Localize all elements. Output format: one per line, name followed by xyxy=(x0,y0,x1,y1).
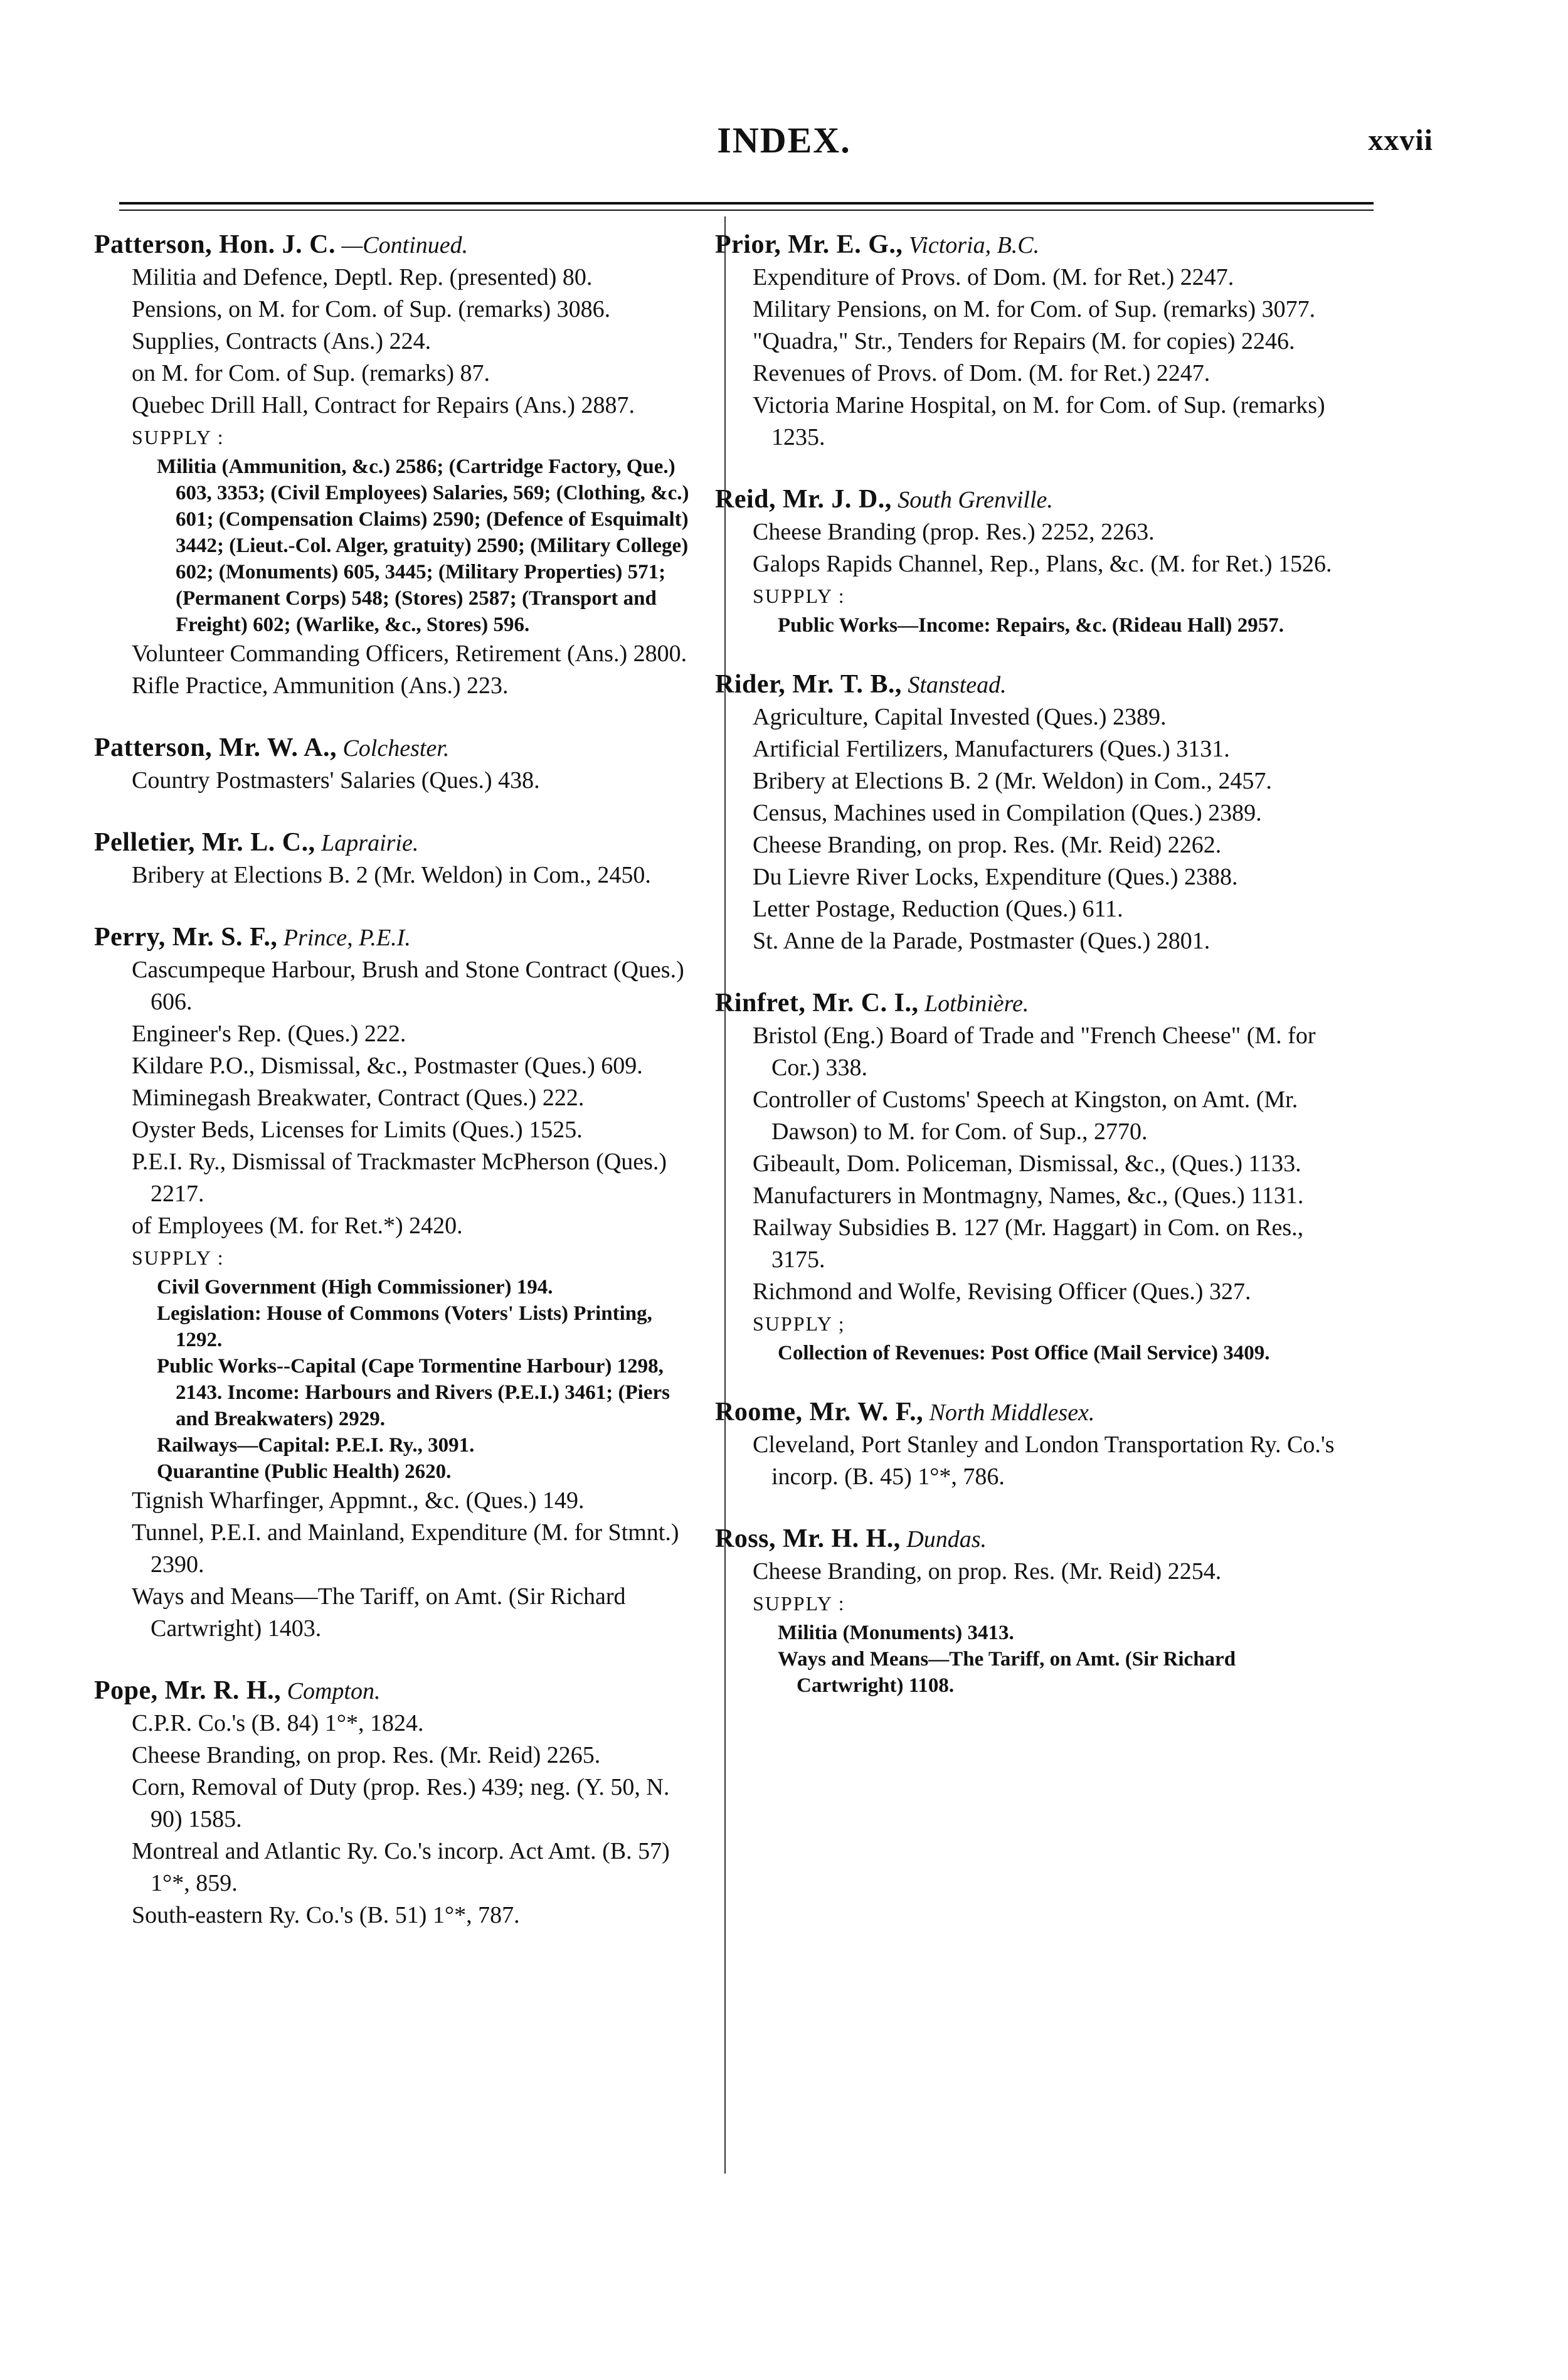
supply-label: SUPPLY ; xyxy=(753,1312,845,1335)
index-line: Miminegash Breakwater, Contract (Ques.) 222. xyxy=(132,1085,585,1111)
constituency: —Continued. xyxy=(341,232,469,258)
index-line: Victoria Marine Hospital, on M. for Com. of Sup. (remarks) 1235. xyxy=(753,392,1325,450)
index-entry xyxy=(715,484,1342,639)
index-line: Expenditure of Provs. of Dom. (M. for Ret.) 2247. xyxy=(753,264,1234,290)
index-line: Du Lievre River Locks, Expenditure (Ques.) 2388. xyxy=(753,864,1238,890)
supply-line: Ways and Means—The Tariff, on Amt. (Sir Richard Cartwright) 1108. xyxy=(778,1648,1236,1697)
supply-label: SUPPLY : xyxy=(132,1246,225,1269)
supply-line: Railways—Capital: P.E.I. Ry., 3091. xyxy=(157,1434,475,1457)
supply-line: Legislation: House of Commons (Voters' Lists) Printing, 1292. xyxy=(157,1302,652,1351)
index-line: P.E.I. Ry., Dismissal of Trackmaster McPherson (Ques.) 2217. xyxy=(132,1149,667,1207)
member-name: Prior, Mr. E. G., xyxy=(715,230,903,259)
entry-heading xyxy=(94,1675,699,1708)
index-line: on M. for Com. of Sup. (remarks) 87. xyxy=(132,360,490,386)
index-line: St. Anne de la Parade, Postmaster (Ques.) 2801. xyxy=(753,928,1210,954)
left-column xyxy=(94,216,699,1962)
index-entry xyxy=(715,987,1342,1366)
constituency: Lotbinière. xyxy=(924,991,1029,1017)
constituency: Victoria, B.C. xyxy=(908,232,1040,258)
index-line: Bribery at Elections B. 2 (Mr. Weldon) in Com., 2450. xyxy=(132,862,651,888)
index-line: Volunteer Commanding Officers, Retirement (Ans.) 2800. xyxy=(132,640,687,667)
index-entry xyxy=(94,827,699,891)
index-line: Corn, Removal of Duty (prop. Res.) 439; neg. (Y. 50, N. 90) 1585. xyxy=(132,1774,670,1832)
member-name: Roome, Mr. W. F., xyxy=(715,1398,924,1426)
index-line: C.P.R. Co.'s (B. 84) 1°*, 1824. xyxy=(132,1710,424,1736)
index-line: Manufacturers in Montmagny, Names, &c., (Ques.) 1131. xyxy=(753,1182,1304,1209)
index-line: Revenues of Provs. of Dom. (M. for Ret.) 2247. xyxy=(753,360,1210,386)
member-name: Rider, Mr. T. B., xyxy=(715,670,902,699)
supply-line: Civil Government (High Commissioner) 194. xyxy=(157,1276,553,1299)
member-name: Patterson, Hon. J. C. xyxy=(94,230,336,259)
index-line: Pensions, on M. for Com. of Sup. (remarks) 3086. xyxy=(132,296,611,322)
index-line: Kildare P.O., Dismissal, &c., Postmaster (Ques.) 609. xyxy=(132,1053,643,1079)
index-line: South-eastern Ry. Co.'s (B. 51) 1°*, 787. xyxy=(132,1902,520,1928)
supply-label: SUPPLY : xyxy=(753,585,845,607)
constituency: South Grenville. xyxy=(898,487,1053,513)
index-line: "Quadra," Str., Tenders for Repairs (M. for copies) 2246. xyxy=(753,328,1295,354)
entry-heading xyxy=(94,922,699,954)
constituency: Laprairie. xyxy=(321,830,419,856)
entry-heading xyxy=(94,827,699,859)
index-line: Gibeault, Dom. Policeman, Dismissal, &c., (Ques.) 1133. xyxy=(753,1150,1301,1177)
header-rule xyxy=(119,202,1374,205)
entry-heading xyxy=(715,987,1342,1020)
supply-line: Militia (Monuments) 3413. xyxy=(778,1622,1014,1644)
index-line: Country Postmasters' Salaries (Ques.) 438. xyxy=(132,767,540,794)
index-line: Montreal and Atlantic Ry. Co.'s incorp. Act Amt. (B. 57) 1°*, 859. xyxy=(132,1838,670,1896)
supply-line: Public Works--Capital (Cape Tormentine Harbour) 1298, 2143. Income: Harbours and Rivers (P.E.I.) 3461; (Piers and Breakwaters) 2929. xyxy=(157,1355,670,1430)
entry-heading xyxy=(715,1396,1342,1429)
entry-heading xyxy=(94,732,699,765)
entry-heading xyxy=(715,669,1342,701)
member-name: Pelletier, Mr. L. C., xyxy=(94,828,315,857)
member-name: Patterson, Mr. W. A., xyxy=(94,733,337,762)
supply-line: Collection of Revenues: Post Office (Mail Service) 3409. xyxy=(778,1342,1270,1364)
supply-line: Quarantine (Public Health) 2620. xyxy=(157,1460,452,1483)
index-line: Richmond and Wolfe, Revising Officer (Ques.) 327. xyxy=(753,1278,1251,1305)
index-line: Rifle Practice, Ammunition (Ans.) 223. xyxy=(132,672,509,699)
constituency: North Middlesex. xyxy=(929,1400,1095,1426)
member-name: Reid, Mr. J. D., xyxy=(715,485,892,514)
member-name: Pope, Mr. R. H., xyxy=(94,1676,282,1705)
entry-heading xyxy=(94,229,699,262)
index-line: Galops Rapids Channel, Rep., Plans, &c. (M. for Ret.) 1526. xyxy=(753,551,1332,577)
index-entry xyxy=(715,669,1342,957)
constituency: Colchester. xyxy=(342,735,450,762)
index-entry xyxy=(715,229,1342,454)
member-name: Ross, Mr. H. H., xyxy=(715,1524,901,1553)
right-column xyxy=(715,216,1342,1729)
member-name: Rinfret, Mr. C. I., xyxy=(715,989,919,1017)
supply-line: Militia (Ammunition, &c.) 2586; (Cartridge Factory, Que.) 603, 3353; (Civil Employees) Salaries, 569; (Clothing, &c.) 601; (Compensation Claims) 2590; (Defence of Esquimalt) 3442; (Lieut.-Col. Alger, gratuity) 2590; (Military College) 602; (Monuments) 605, 3445; (Military Properties) 571; (Permanent Corps) 548; (Stores) 2587; (Transport and Freight) 602; (Warlike, &c., Stores) 596. xyxy=(157,455,689,636)
entry-heading xyxy=(715,484,1342,516)
member-name: Perry, Mr. S. F., xyxy=(94,923,278,952)
index-line: Cheese Branding (prop. Res.) 2252, 2263. xyxy=(753,519,1155,545)
index-line: Supplies, Contracts (Ans.) 224. xyxy=(132,328,432,354)
index-line: Engineer's Rep. (Ques.) 222. xyxy=(132,1021,406,1047)
page-title: INDEX. xyxy=(717,120,851,161)
supply-line: Public Works—Income: Repairs, &c. (Rideau Hall) 2957. xyxy=(778,614,1284,637)
header-rule-thin xyxy=(119,210,1374,211)
constituency: Prince, P.E.I. xyxy=(283,925,411,951)
index-line: Agriculture, Capital Invested (Ques.) 2389. xyxy=(753,704,1167,730)
index-entry xyxy=(94,1675,699,1931)
index-line: Cheese Branding, on prop. Res. (Mr. Reid) 2265. xyxy=(132,1742,601,1768)
constituency: Compton. xyxy=(287,1678,381,1704)
index-line: Military Pensions, on M. for Com. of Sup. (remarks) 3077. xyxy=(753,296,1316,322)
index-entry xyxy=(715,1396,1342,1493)
index-line: Militia and Defence, Deptl. Rep. (presented) 80. xyxy=(132,264,593,290)
index-line: Railway Subsidies B. 127 (Mr. Haggart) in Com. on Res., 3175. xyxy=(753,1214,1304,1273)
constituency: Stanstead. xyxy=(908,672,1007,698)
index-line: Tunnel, P.E.I. and Mainland, Expenditure (M. for Stmnt.) 2390. xyxy=(132,1519,679,1578)
index-line: Ways and Means—The Tariff, on Amt. (Sir Richard Cartwright) 1403. xyxy=(132,1583,626,1642)
index-line: Letter Postage, Reduction (Ques.) 611. xyxy=(753,896,1123,922)
supply-label: SUPPLY : xyxy=(132,426,225,449)
index-line: Cascumpeque Harbour, Brush and Stone Contract (Ques.) 606. xyxy=(132,957,684,1015)
index-line: Oyster Beds, Licenses for Limits (Ques.) 1525. xyxy=(132,1117,583,1143)
index-line: Quebec Drill Hall, Contract for Repairs (Ans.) 2887. xyxy=(132,392,635,418)
entry-heading xyxy=(715,229,1342,262)
index-entry xyxy=(94,732,699,797)
index-entry xyxy=(94,229,699,702)
index-line: Cleveland, Port Stanley and London Transportation Ry. Co.'s incorp. (B. 45) 1°*, 786. xyxy=(753,1432,1335,1490)
entry-heading xyxy=(715,1523,1342,1556)
index-entry xyxy=(715,1523,1342,1699)
constituency: Dundas. xyxy=(906,1526,987,1553)
index-line: of Employees (M. for Ret.*) 2420. xyxy=(132,1213,463,1239)
index-entry xyxy=(94,922,699,1645)
index-line: Bristol (Eng.) Board of Trade and "French Cheese" (M. for Cor.) 338. xyxy=(753,1023,1316,1081)
index-line: Tignish Wharfinger, Appmnt., &c. (Ques.) 149. xyxy=(132,1487,585,1514)
index-line: Census, Machines used in Compilation (Ques.) 2389. xyxy=(753,800,1262,826)
index-line: Cheese Branding, on prop. Res. (Mr. Reid) 2262. xyxy=(753,832,1222,858)
page-number: xxvii xyxy=(1368,124,1433,157)
index-line: Controller of Customs' Speech at Kingston, on Amt. (Mr. Dawson) to M. for Com. of Sup., 2770. xyxy=(753,1086,1298,1145)
index-line: Bribery at Elections B. 2 (Mr. Weldon) in Com., 2457. xyxy=(753,768,1272,794)
index-line: Artificial Fertilizers, Manufacturers (Ques.) 3131. xyxy=(753,736,1230,762)
supply-label: SUPPLY : xyxy=(753,1592,845,1615)
index-line: Cheese Branding, on prop. Res. (Mr. Reid) 2254. xyxy=(753,1558,1222,1585)
